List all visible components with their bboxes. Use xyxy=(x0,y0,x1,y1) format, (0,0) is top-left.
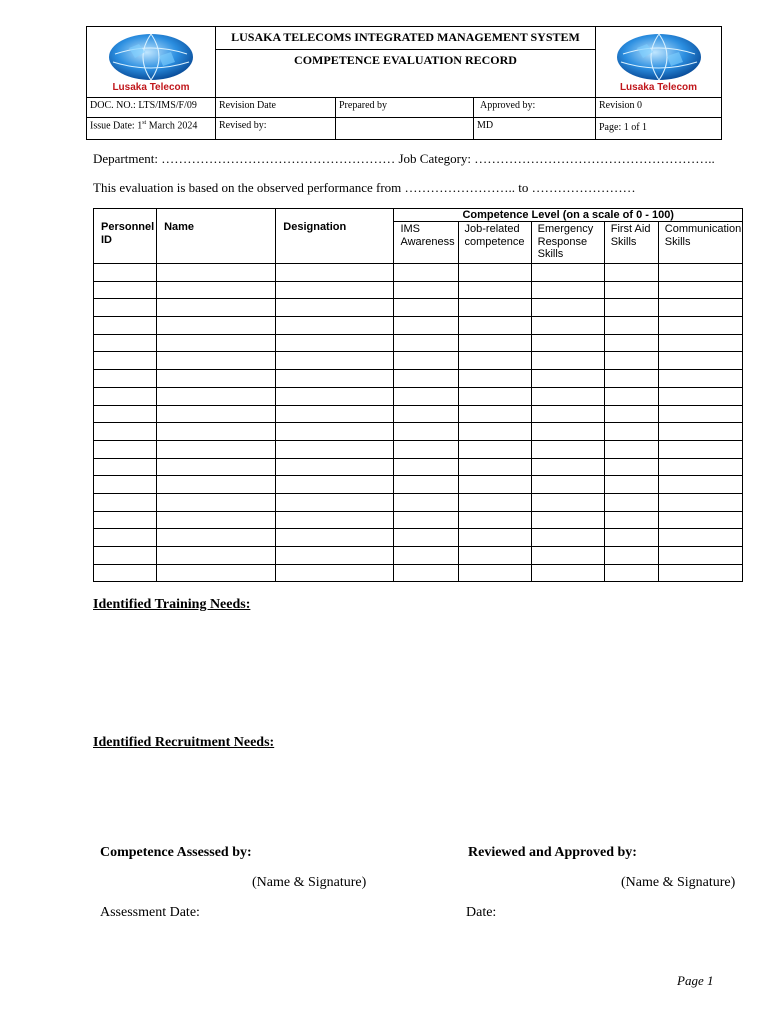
table-cell[interactable] xyxy=(157,387,276,405)
table-cell[interactable] xyxy=(458,511,531,529)
table-cell[interactable] xyxy=(531,458,604,476)
table-cell[interactable] xyxy=(94,564,157,582)
table-cell[interactable] xyxy=(94,370,157,388)
table-cell[interactable] xyxy=(604,281,658,299)
table-cell[interactable] xyxy=(531,529,604,547)
issue-date: Issue Date: 1st March 2024 xyxy=(87,118,216,140)
table-cell[interactable] xyxy=(458,529,531,547)
table-cell[interactable] xyxy=(276,405,394,423)
table-cell[interactable] xyxy=(604,529,658,547)
table-cell[interactable] xyxy=(604,352,658,370)
table-cell[interactable] xyxy=(531,281,604,299)
table-cell[interactable] xyxy=(531,352,604,370)
recruitment-needs-heading: Identified Recruitment Needs: xyxy=(93,735,275,750)
table-cell[interactable] xyxy=(94,264,157,282)
approver-name: MD xyxy=(474,118,596,140)
org-title: LUSAKA TELECOMS INTEGRATED MANAGEMENT SYSTEM xyxy=(216,27,595,50)
left-logo-cell xyxy=(87,27,216,98)
table-cell[interactable] xyxy=(604,405,658,423)
table-cell[interactable] xyxy=(394,440,458,458)
table-cell[interactable] xyxy=(531,387,604,405)
table-cell[interactable] xyxy=(604,370,658,388)
table-cell[interactable] xyxy=(658,493,742,511)
table-cell[interactable] xyxy=(531,440,604,458)
table-cell[interactable] xyxy=(94,423,157,441)
table-cell[interactable] xyxy=(157,317,276,335)
table-cell[interactable] xyxy=(531,493,604,511)
table-row xyxy=(94,264,743,282)
company-logo-right xyxy=(607,32,711,93)
table-body xyxy=(94,264,743,582)
document-header xyxy=(86,26,722,140)
table-cell[interactable] xyxy=(276,334,394,352)
table-cell[interactable] xyxy=(157,370,276,388)
table-cell[interactable] xyxy=(658,564,742,582)
table-cell[interactable] xyxy=(157,458,276,476)
table-cell[interactable] xyxy=(394,334,458,352)
table-cell[interactable] xyxy=(157,405,276,423)
col-ims-awareness: IMS Awareness xyxy=(394,222,458,264)
table-cell[interactable] xyxy=(458,281,531,299)
assessment-date-label[interactable]: Assessment Date: xyxy=(100,905,200,920)
doc-number: DOC. NO.: LTS/IMS/F/09 xyxy=(87,98,216,118)
logo-wordmark: Lusaka Telecom xyxy=(619,81,698,93)
table-cell[interactable] xyxy=(94,334,157,352)
table-cell[interactable] xyxy=(531,370,604,388)
table-cell[interactable] xyxy=(458,299,531,317)
table-cell[interactable] xyxy=(276,440,394,458)
table-cell[interactable] xyxy=(276,264,394,282)
table-cell[interactable] xyxy=(658,387,742,405)
table-cell[interactable] xyxy=(458,564,531,582)
table-cell[interactable] xyxy=(94,299,157,317)
table-cell[interactable] xyxy=(157,440,276,458)
table-row xyxy=(94,334,743,352)
col-communication: Communication Skills xyxy=(658,222,742,264)
table-row xyxy=(94,476,743,494)
col-name: Name xyxy=(157,209,276,264)
table-cell[interactable] xyxy=(658,458,742,476)
table-cell[interactable] xyxy=(157,334,276,352)
competence-table xyxy=(93,208,743,582)
table-cell[interactable] xyxy=(531,405,604,423)
table-cell[interactable] xyxy=(94,387,157,405)
table-cell[interactable] xyxy=(276,423,394,441)
table-cell[interactable] xyxy=(604,334,658,352)
table-cell[interactable] xyxy=(458,352,531,370)
table-cell[interactable] xyxy=(276,493,394,511)
table-cell[interactable] xyxy=(658,547,742,565)
globe-logo-icon xyxy=(613,32,705,82)
table-cell[interactable] xyxy=(604,564,658,582)
table-cell[interactable] xyxy=(157,281,276,299)
table-cell[interactable] xyxy=(458,334,531,352)
table-cell[interactable] xyxy=(394,281,458,299)
reviewed-by-label: Reviewed and Approved by: xyxy=(468,845,637,860)
table-cell[interactable] xyxy=(276,370,394,388)
revision-date-label: Revision Date xyxy=(216,98,336,118)
table-cell[interactable] xyxy=(458,387,531,405)
table-row xyxy=(94,529,743,547)
table-cell[interactable] xyxy=(658,405,742,423)
table-cell[interactable] xyxy=(276,547,394,565)
table-cell[interactable] xyxy=(276,458,394,476)
table-row xyxy=(94,370,743,388)
table-cell[interactable] xyxy=(658,440,742,458)
table-cell[interactable] xyxy=(658,299,742,317)
table-cell[interactable] xyxy=(94,458,157,476)
logo-wordmark: Lusaka Telecom xyxy=(112,81,190,93)
table-cell[interactable] xyxy=(458,476,531,494)
table-cell[interactable] xyxy=(394,352,458,370)
table-row xyxy=(94,299,743,317)
table-cell[interactable] xyxy=(658,529,742,547)
table-row xyxy=(94,281,743,299)
table-cell[interactable] xyxy=(276,564,394,582)
table-cell[interactable] xyxy=(458,317,531,335)
table-row xyxy=(94,405,743,423)
col-first-aid: First Aid Skills xyxy=(604,222,658,264)
table-cell[interactable] xyxy=(604,493,658,511)
table-cell[interactable] xyxy=(157,352,276,370)
table-cell[interactable] xyxy=(531,334,604,352)
table-cell[interactable] xyxy=(658,281,742,299)
table-cell[interactable] xyxy=(394,317,458,335)
globe-logo-icon xyxy=(105,32,197,82)
table-cell[interactable] xyxy=(157,529,276,547)
table-cell[interactable] xyxy=(276,511,394,529)
table-cell[interactable] xyxy=(276,387,394,405)
table-cell[interactable] xyxy=(658,334,742,352)
table-cell[interactable] xyxy=(658,476,742,494)
table-cell[interactable] xyxy=(458,370,531,388)
table-cell[interactable] xyxy=(394,387,458,405)
col-emergency-response: Emergency Response Skills xyxy=(531,222,604,264)
company-logo xyxy=(99,32,203,93)
table-cell[interactable] xyxy=(531,564,604,582)
revised-by-value xyxy=(336,118,474,140)
col-designation: Designation xyxy=(276,209,394,264)
table-cell[interactable] xyxy=(276,281,394,299)
table-cell[interactable] xyxy=(157,564,276,582)
table-cell[interactable] xyxy=(394,264,458,282)
revision-number: Revision 0 xyxy=(596,98,722,118)
table-cell[interactable] xyxy=(94,547,157,565)
table-cell[interactable] xyxy=(94,281,157,299)
training-needs-heading: Identified Training Needs: xyxy=(93,597,251,612)
table-cell[interactable] xyxy=(157,476,276,494)
doc-title: COMPETENCE EVALUATION RECORD xyxy=(294,53,517,67)
table-cell[interactable] xyxy=(531,264,604,282)
table-cell[interactable] xyxy=(394,299,458,317)
assessed-by-label: Competence Assessed by: xyxy=(100,845,252,860)
revised-by-label: Revised by: xyxy=(216,118,336,140)
table-row xyxy=(94,352,743,370)
table-cell[interactable] xyxy=(94,511,157,529)
table-cell[interactable] xyxy=(276,476,394,494)
table-cell[interactable] xyxy=(94,476,157,494)
approved-by-label: Approved by: xyxy=(474,98,596,118)
department-line[interactable]: Department: ……………………………………………… Job Category: ……………………………………………….. xyxy=(93,151,715,166)
table-cell[interactable] xyxy=(394,564,458,582)
table-cell[interactable] xyxy=(94,352,157,370)
table-cell[interactable] xyxy=(394,493,458,511)
table-cell[interactable] xyxy=(157,493,276,511)
table-cell[interactable] xyxy=(157,547,276,565)
table-cell[interactable] xyxy=(531,423,604,441)
table-cell[interactable] xyxy=(458,264,531,282)
competence-level-group: Competence Level (on a scale of 0 - 100) xyxy=(394,209,743,222)
table-cell[interactable] xyxy=(458,547,531,565)
table-cell[interactable] xyxy=(94,529,157,547)
table-cell[interactable] xyxy=(458,405,531,423)
table-cell[interactable] xyxy=(94,405,157,423)
prepared-by-label: Prepared by xyxy=(336,98,474,118)
table-cell[interactable] xyxy=(157,511,276,529)
table-row xyxy=(94,547,743,565)
table-cell[interactable] xyxy=(394,370,458,388)
date-label[interactable]: Date: xyxy=(466,905,497,920)
table-cell[interactable] xyxy=(658,317,742,335)
name-signature-left[interactable]: (Name & Signature) xyxy=(252,875,367,890)
table-cell[interactable] xyxy=(604,476,658,494)
table-cell[interactable] xyxy=(394,405,458,423)
table-cell[interactable] xyxy=(531,476,604,494)
right-logo-cell xyxy=(596,27,722,98)
table-row xyxy=(94,564,743,582)
table-cell[interactable] xyxy=(658,370,742,388)
table-row xyxy=(94,387,743,405)
table-cell[interactable] xyxy=(276,352,394,370)
table-row xyxy=(94,440,743,458)
col-job-related: Job-related competence xyxy=(458,222,531,264)
table-cell[interactable] xyxy=(658,423,742,441)
table-cell[interactable] xyxy=(604,458,658,476)
table-cell[interactable] xyxy=(658,352,742,370)
col-personnel-id: Personnel ID xyxy=(94,209,157,264)
table-cell[interactable] xyxy=(94,317,157,335)
table-cell[interactable] xyxy=(157,264,276,282)
table-cell[interactable] xyxy=(458,423,531,441)
table-cell[interactable] xyxy=(157,299,276,317)
table-row xyxy=(94,511,743,529)
period-line[interactable]: This evaluation is based on the observed performance from …………………….. to …………………… xyxy=(93,180,636,195)
table-row xyxy=(94,423,743,441)
table-cell[interactable] xyxy=(394,547,458,565)
table-cell[interactable] xyxy=(531,299,604,317)
table-row xyxy=(94,458,743,476)
name-signature-right[interactable]: (Name & Signature) xyxy=(621,875,736,890)
table-row xyxy=(94,317,743,335)
table-cell[interactable] xyxy=(604,299,658,317)
table-cell[interactable] xyxy=(394,476,458,494)
table-cell[interactable] xyxy=(604,264,658,282)
table-row xyxy=(94,493,743,511)
table-cell[interactable] xyxy=(658,511,742,529)
table-cell[interactable] xyxy=(604,387,658,405)
table-cell[interactable] xyxy=(531,511,604,529)
table-cell[interactable] xyxy=(276,529,394,547)
title-cell xyxy=(216,27,596,98)
table-cell[interactable] xyxy=(94,440,157,458)
table-cell[interactable] xyxy=(394,423,458,441)
table-cell[interactable] xyxy=(394,529,458,547)
table-cell[interactable] xyxy=(394,458,458,476)
table-cell[interactable] xyxy=(604,547,658,565)
table-cell[interactable] xyxy=(394,511,458,529)
table-cell[interactable] xyxy=(604,317,658,335)
table-cell[interactable] xyxy=(604,423,658,441)
table-cell[interactable] xyxy=(458,458,531,476)
table-cell[interactable] xyxy=(276,299,394,317)
page-of: Page: 1 of 1 xyxy=(596,118,722,140)
table-cell[interactable] xyxy=(94,493,157,511)
table-cell[interactable] xyxy=(658,264,742,282)
table-cell[interactable] xyxy=(604,440,658,458)
table-cell[interactable] xyxy=(458,493,531,511)
table-cell[interactable] xyxy=(157,423,276,441)
page-number: Page 1 xyxy=(677,973,714,988)
table-cell[interactable] xyxy=(531,317,604,335)
table-cell[interactable] xyxy=(276,317,394,335)
table-cell[interactable] xyxy=(604,511,658,529)
table-cell[interactable] xyxy=(531,547,604,565)
table-cell[interactable] xyxy=(458,440,531,458)
